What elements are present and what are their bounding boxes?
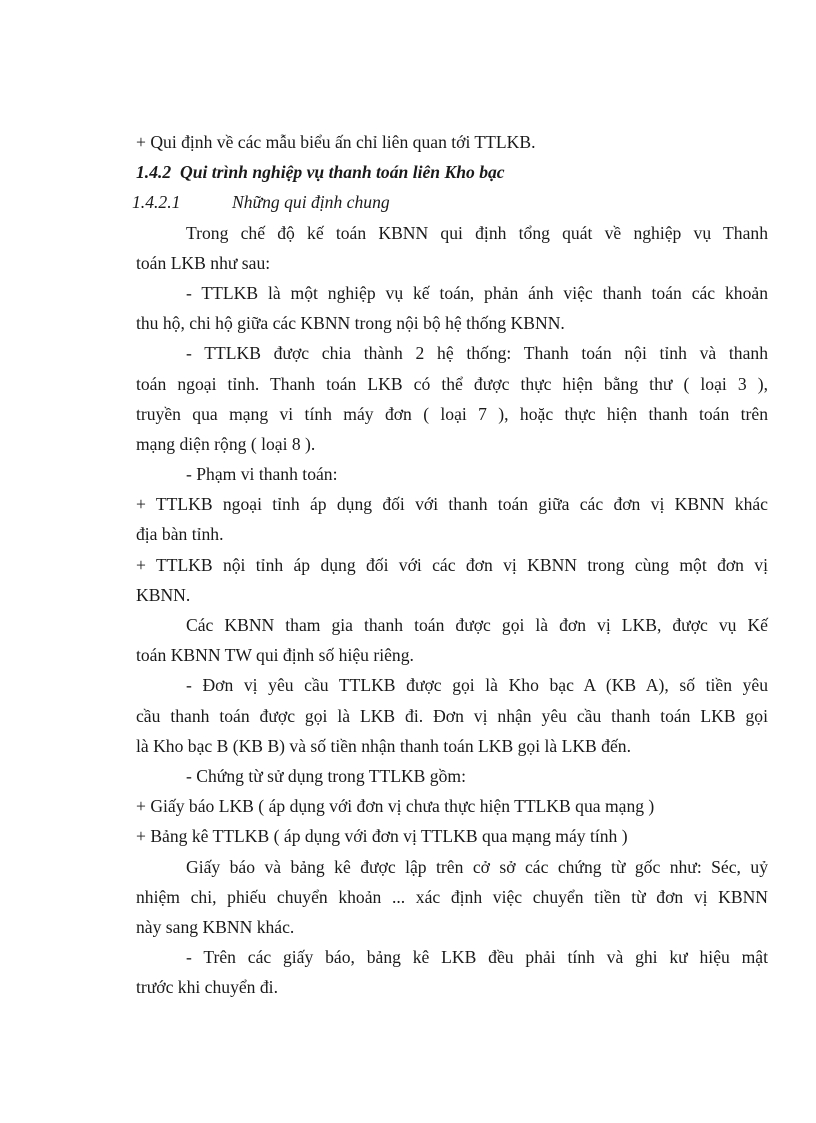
document-page bbox=[132, 127, 768, 1002]
paragraph-line: trước khi chuyển đi. bbox=[136, 977, 278, 998]
paragraph-line: địa bàn tỉnh. bbox=[136, 524, 224, 545]
paragraph-line: + TTLKB ngoại tỉnh áp dụng đối với thanh toán giữa các đơn vị KBNN khác bbox=[136, 494, 768, 515]
paragraph-line: KBNN. bbox=[136, 584, 191, 605]
heading-number: 1.4.2 bbox=[136, 162, 172, 183]
paragraph-line: thu hộ, chi hộ giữa các KBNN trong nội bộ hệ thống KBNN. bbox=[136, 313, 565, 334]
paragraph-line: Trong chế độ kế toán KBNN qui định tổng quát về nghiệp vụ Thanh bbox=[186, 222, 768, 243]
paragraph-line: Các KBNN tham gia thanh toán được gọi là đơn vị LKB, được vụ Kế bbox=[186, 615, 768, 635]
paragraph-line: Giấy báo và bảng kê được lập trên cở sở các chứng từ gốc như: Séc, uỷ bbox=[186, 856, 768, 877]
paragraph-line: toán LKB như sau: bbox=[136, 252, 271, 273]
paragraph-line: - TTLKB được chia thành 2 hệ thống: Thanh toán nội tỉnh và thanh bbox=[186, 343, 768, 364]
heading-title: Những qui định chung bbox=[232, 192, 390, 213]
heading-title: Qui trình nghiệp vụ thanh toán liên Kho bạc bbox=[179, 162, 505, 183]
paragraph-line: - Phạm vi thanh toán: bbox=[186, 464, 338, 485]
paragraph-line: + Bảng kê TTLKB ( áp dụng với đơn vị TTLKB qua mạng máy tính ) bbox=[136, 826, 628, 847]
paragraph-line: nhiệm chi, phiếu chuyển khoản ... xác định việc chuyển tiền từ đơn vị KBNN bbox=[136, 886, 768, 907]
paragraph-line: cầu thanh toán được gọi là LKB đi. Đơn vị nhận yêu cầu thanh toán LKB gọi bbox=[136, 705, 768, 726]
paragraph-line: - Trên các giấy báo, bảng kê LKB đều phải tính và ghi kư hiệu mật bbox=[186, 947, 768, 968]
paragraph-line: mạng diện rộng ( loại 8 ). bbox=[136, 433, 316, 454]
paragraph-line: truyền qua mạng vi tính máy đơn ( loại 7 ), hoặc thực hiện thanh toán trên bbox=[136, 403, 768, 424]
paragraph-line: + Giấy báo LKB ( áp dụng với đơn vị chưa thực hiện TTLKB qua mạng ) bbox=[136, 796, 655, 817]
paragraph-line: này sang KBNN khác. bbox=[136, 916, 295, 937]
paragraph-line: toán KBNN TW qui định số hiệu riêng. bbox=[136, 645, 414, 666]
paragraph-line: - Chứng từ sử dụng trong TTLKB gồm: bbox=[186, 765, 466, 786]
subsection-heading-1-4-2-1 bbox=[132, 187, 768, 217]
paragraph-line: toán ngoại tỉnh. Thanh toán LKB có thể được thực hiện bằng thư ( loại 3 ), bbox=[136, 373, 768, 394]
paragraph-line: - Đơn vị yêu cầu TTLKB được gọi là Kho bạc A (KB A), số tiền yêu bbox=[186, 675, 768, 696]
paragraph-line: - TTLKB là một nghiệp vụ kế toán, phản ánh việc thanh toán các khoản bbox=[186, 282, 768, 303]
section-heading-1-4-2 bbox=[136, 157, 768, 187]
paragraph-line: là Kho bạc B (KB B) và số tiền nhận thanh toán LKB gọi là LKB đến. bbox=[136, 735, 631, 756]
heading-number: 1.4.2.1 bbox=[132, 192, 181, 213]
paragraph-line: + TTLKB nội tỉnh áp dụng đối với các đơn vị KBNN trong cùng một đơn vị bbox=[136, 554, 768, 575]
text-line: + Qui định về các mẫu biểu ấn chỉ liên quan tới TTLKB. bbox=[136, 132, 536, 152]
